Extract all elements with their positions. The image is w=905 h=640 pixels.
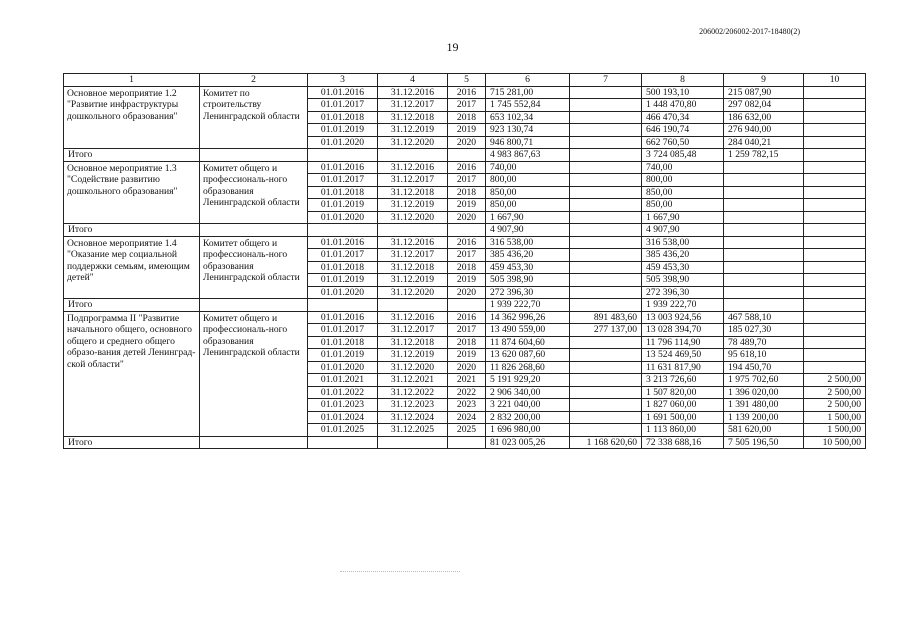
amount-federal — [570, 124, 642, 137]
start-date: 01.01.2018 — [308, 261, 378, 274]
amount-other — [804, 111, 866, 124]
start-date: 01.01.2016 — [308, 311, 378, 324]
total-row — [64, 436, 866, 449]
amount-total: 13 490 559,00 — [486, 324, 570, 337]
header-row — [64, 74, 866, 87]
funding-table — [63, 73, 866, 449]
amount-other — [804, 236, 866, 249]
amount-other: 2 500,00 — [804, 386, 866, 399]
scan-mark — [340, 571, 460, 572]
amount-local: 1 259 782,15 — [724, 149, 804, 162]
amount-federal — [570, 336, 642, 349]
amount-total: 1 696 980,00 — [486, 424, 570, 437]
amount-local — [724, 274, 804, 287]
amount-local: 581 620,00 — [724, 424, 804, 437]
amount-federal — [570, 186, 642, 199]
amount-regional: 466 470,34 — [642, 111, 724, 124]
amount-regional: 1 691 500,00 — [642, 411, 724, 424]
column-header: 6 — [486, 74, 570, 87]
amount-total: 715 281,00 — [486, 86, 570, 99]
year: 2017 — [448, 249, 486, 262]
amount-federal — [570, 261, 642, 274]
end-date: 31.12.2017 — [378, 324, 448, 337]
start-date: 01.01.2020 — [308, 136, 378, 149]
amount-federal: 277 137,00 — [570, 324, 642, 337]
amount-regional: 13 003 924,56 — [642, 311, 724, 324]
total-row — [64, 149, 866, 162]
amount-regional: 72 338 688,16 — [642, 436, 724, 449]
end-date: 31.12.2025 — [378, 424, 448, 437]
amount-regional: 1 448 470,80 — [642, 99, 724, 112]
amount-federal — [570, 374, 642, 387]
amount-local — [724, 224, 804, 237]
end-date: 31.12.2016 — [378, 161, 448, 174]
amount-local — [724, 249, 804, 262]
table-row — [64, 236, 866, 249]
empty-cell — [200, 224, 308, 237]
amount-total: 316 538,00 — [486, 236, 570, 249]
start-date: 01.01.2017 — [308, 324, 378, 337]
amount-other — [804, 124, 866, 137]
amount-local: 276 940,00 — [724, 124, 804, 137]
empty-cell — [200, 436, 308, 449]
total-row — [64, 224, 866, 237]
amount-regional: 316 538,00 — [642, 236, 724, 249]
total-label: Итого — [64, 436, 200, 449]
end-date: 31.12.2017 — [378, 99, 448, 112]
column-header: 3 — [308, 74, 378, 87]
empty-cell — [308, 149, 378, 162]
total-label: Итого — [64, 149, 200, 162]
amount-total: 272 396,30 — [486, 286, 570, 299]
amount-regional: 11 796 114,90 — [642, 336, 724, 349]
start-date: 01.01.2022 — [308, 386, 378, 399]
year: 2016 — [448, 161, 486, 174]
year: 2024 — [448, 411, 486, 424]
empty-cell — [308, 436, 378, 449]
amount-total: 3 221 040,00 — [486, 399, 570, 412]
end-date: 31.12.2019 — [378, 349, 448, 362]
amount-local — [724, 199, 804, 212]
amount-federal — [570, 174, 642, 187]
amount-total: 11 826 268,60 — [486, 361, 570, 374]
amount-local: 467 588,10 — [724, 311, 804, 324]
amount-regional: 385 436,20 — [642, 249, 724, 262]
amount-local — [724, 286, 804, 299]
amount-total: 740,00 — [486, 161, 570, 174]
amount-regional: 740,00 — [642, 161, 724, 174]
empty-cell — [308, 299, 378, 312]
empty-cell — [448, 224, 486, 237]
end-date: 31.12.2018 — [378, 111, 448, 124]
empty-cell — [200, 299, 308, 312]
year: 2018 — [448, 261, 486, 274]
column-header: 9 — [724, 74, 804, 87]
amount-other — [804, 286, 866, 299]
year: 2017 — [448, 324, 486, 337]
activity-name: Основное мероприятие 1.2 "Развитие инфраструктуры дошкольного образования" — [64, 86, 200, 149]
start-date: 01.01.2016 — [308, 236, 378, 249]
amount-other: 1 500,00 — [804, 424, 866, 437]
end-date: 31.12.2018 — [378, 186, 448, 199]
amount-regional: 4 907,90 — [642, 224, 724, 237]
end-date: 31.12.2019 — [378, 274, 448, 287]
amount-federal — [570, 349, 642, 362]
amount-regional: 662 760,50 — [642, 136, 724, 149]
amount-total: 385 436,20 — [486, 249, 570, 262]
amount-federal — [570, 249, 642, 262]
amount-local: 1 391 480,00 — [724, 399, 804, 412]
responsible-executor: Комитет общего и профессиональ-ного образования Ленинградской области — [200, 236, 308, 299]
table-row — [64, 86, 866, 99]
amount-total: 946 800,71 — [486, 136, 570, 149]
column-header: 5 — [448, 74, 486, 87]
amount-local: 215 087,90 — [724, 86, 804, 99]
amount-regional: 800,00 — [642, 174, 724, 187]
start-date: 01.01.2019 — [308, 199, 378, 212]
amount-federal — [570, 236, 642, 249]
amount-regional: 1 507 820,00 — [642, 386, 724, 399]
column-header: 8 — [642, 74, 724, 87]
amount-regional: 1 667,90 — [642, 211, 724, 224]
column-header: 2 — [200, 74, 308, 87]
start-date: 01.01.2025 — [308, 424, 378, 437]
amount-federal — [570, 86, 642, 99]
amount-regional: 3 213 726,60 — [642, 374, 724, 387]
end-date: 31.12.2023 — [378, 399, 448, 412]
empty-cell — [448, 299, 486, 312]
start-date: 01.01.2016 — [308, 161, 378, 174]
amount-local — [724, 299, 804, 312]
amount-local: 194 450,70 — [724, 361, 804, 374]
amount-total: 800,00 — [486, 174, 570, 187]
amount-regional: 1 827 060,00 — [642, 399, 724, 412]
end-date: 31.12.2016 — [378, 236, 448, 249]
empty-cell — [448, 149, 486, 162]
end-date: 31.12.2020 — [378, 211, 448, 224]
activity-name: Подпрограмма II "Развитие начального общего, основного общего и среднего общего образо-вания детей Ленинград-ской области" — [64, 311, 200, 436]
amount-total: 14 362 996,26 — [486, 311, 570, 324]
year: 2025 — [448, 424, 486, 437]
amount-local: 284 040,21 — [724, 136, 804, 149]
year: 2020 — [448, 211, 486, 224]
amount-other — [804, 86, 866, 99]
amount-other — [804, 199, 866, 212]
amount-federal — [570, 299, 642, 312]
amount-other — [804, 161, 866, 174]
year: 2022 — [448, 386, 486, 399]
amount-other: 2 500,00 — [804, 399, 866, 412]
empty-cell — [200, 149, 308, 162]
start-date: 01.01.2020 — [308, 286, 378, 299]
amount-federal — [570, 399, 642, 412]
end-date: 31.12.2019 — [378, 199, 448, 212]
amount-regional: 850,00 — [642, 186, 724, 199]
amount-local — [724, 186, 804, 199]
year: 2016 — [448, 311, 486, 324]
amount-other — [804, 336, 866, 349]
amount-regional: 850,00 — [642, 199, 724, 212]
year: 2017 — [448, 99, 486, 112]
end-date: 31.12.2021 — [378, 374, 448, 387]
amount-other — [804, 149, 866, 162]
table-row — [64, 161, 866, 174]
amount-local — [724, 211, 804, 224]
amount-other — [804, 361, 866, 374]
amount-federal — [570, 286, 642, 299]
amount-local: 95 618,10 — [724, 349, 804, 362]
amount-other — [804, 261, 866, 274]
amount-local: 185 027,30 — [724, 324, 804, 337]
amount-total: 653 102,34 — [486, 111, 570, 124]
amount-local — [724, 174, 804, 187]
amount-total: 1 939 222,70 — [486, 299, 570, 312]
amount-regional: 505 398,90 — [642, 274, 724, 287]
amount-other — [804, 186, 866, 199]
amount-federal — [570, 99, 642, 112]
amount-local: 1 975 702,60 — [724, 374, 804, 387]
responsible-executor: Комитет общего и профессиональ-ного образования Ленинградской области — [200, 161, 308, 224]
amount-other — [804, 311, 866, 324]
amount-total: 850,00 — [486, 199, 570, 212]
start-date: 01.01.2021 — [308, 374, 378, 387]
end-date: 31.12.2024 — [378, 411, 448, 424]
amount-regional: 3 724 085,48 — [642, 149, 724, 162]
start-date: 01.01.2018 — [308, 111, 378, 124]
empty-cell — [378, 224, 448, 237]
amount-total: 11 874 604,60 — [486, 336, 570, 349]
amount-other — [804, 324, 866, 337]
column-header: 7 — [570, 74, 642, 87]
empty-cell — [378, 149, 448, 162]
year: 2020 — [448, 361, 486, 374]
end-date: 31.12.2016 — [378, 311, 448, 324]
start-date: 01.01.2019 — [308, 124, 378, 137]
end-date: 31.12.2018 — [378, 261, 448, 274]
amount-other: 10 500,00 — [804, 436, 866, 449]
amount-local: 1 139 200,00 — [724, 411, 804, 424]
end-date: 31.12.2020 — [378, 286, 448, 299]
start-date: 01.01.2020 — [308, 361, 378, 374]
amount-federal — [570, 386, 642, 399]
amount-regional: 646 190,74 — [642, 124, 724, 137]
amount-federal — [570, 149, 642, 162]
end-date: 31.12.2022 — [378, 386, 448, 399]
amount-federal — [570, 224, 642, 237]
year: 2016 — [448, 236, 486, 249]
amount-other — [804, 299, 866, 312]
year: 2020 — [448, 286, 486, 299]
table-row — [64, 311, 866, 324]
amount-federal — [570, 361, 642, 374]
year: 2019 — [448, 349, 486, 362]
amount-total: 1 667,90 — [486, 211, 570, 224]
amount-total: 5 191 929,20 — [486, 374, 570, 387]
empty-cell — [308, 224, 378, 237]
amount-total: 1 745 552,84 — [486, 99, 570, 112]
end-date: 31.12.2020 — [378, 136, 448, 149]
amount-total: 2 832 200,00 — [486, 411, 570, 424]
document-id: 206002/206002-2017-18480(2) — [699, 27, 800, 36]
amount-regional: 500 193,10 — [642, 86, 724, 99]
start-date: 01.01.2023 — [308, 399, 378, 412]
amount-local: 297 082,04 — [724, 99, 804, 112]
year: 2017 — [448, 174, 486, 187]
start-date: 01.01.2024 — [308, 411, 378, 424]
start-date: 01.01.2019 — [308, 274, 378, 287]
amount-other — [804, 274, 866, 287]
amount-federal — [570, 411, 642, 424]
amount-regional: 272 396,30 — [642, 286, 724, 299]
amount-total: 923 130,74 — [486, 124, 570, 137]
amount-total: 2 906 340,00 — [486, 386, 570, 399]
amount-regional: 1 113 860,00 — [642, 424, 724, 437]
end-date: 31.12.2019 — [378, 124, 448, 137]
end-date: 31.12.2020 — [378, 361, 448, 374]
amount-total: 13 620 087,60 — [486, 349, 570, 362]
amount-other: 1 500,00 — [804, 411, 866, 424]
end-date: 31.12.2017 — [378, 249, 448, 262]
amount-other: 2 500,00 — [804, 374, 866, 387]
amount-local — [724, 236, 804, 249]
amount-federal — [570, 136, 642, 149]
column-header: 4 — [378, 74, 448, 87]
amount-total: 459 453,30 — [486, 261, 570, 274]
end-date: 31.12.2017 — [378, 174, 448, 187]
year: 2023 — [448, 399, 486, 412]
amount-total: 850,00 — [486, 186, 570, 199]
amount-total: 4 907,90 — [486, 224, 570, 237]
empty-cell — [378, 436, 448, 449]
amount-regional: 11 631 817,90 — [642, 361, 724, 374]
page-number: 19 — [446, 40, 459, 54]
end-date: 31.12.2018 — [378, 336, 448, 349]
amount-regional: 459 453,30 — [642, 261, 724, 274]
amount-total: 505 398,90 — [486, 274, 570, 287]
amount-regional: 13 028 394,70 — [642, 324, 724, 337]
year: 2016 — [448, 86, 486, 99]
empty-cell — [448, 436, 486, 449]
amount-federal: 891 483,60 — [570, 311, 642, 324]
amount-other — [804, 136, 866, 149]
end-date: 31.12.2016 — [378, 86, 448, 99]
amount-federal: 1 168 620,60 — [570, 436, 642, 449]
start-date: 01.01.2017 — [308, 99, 378, 112]
amount-regional: 13 524 469,50 — [642, 349, 724, 362]
year: 2020 — [448, 136, 486, 149]
activity-name: Основное мероприятие 1.3 "Содействие развитию дошкольного образования" — [64, 161, 200, 224]
column-header: 10 — [804, 74, 866, 87]
column-header: 1 — [64, 74, 200, 87]
responsible-executor: Комитет общего и профессиональ-ного образования Ленинградской области — [200, 311, 308, 436]
start-date: 01.01.2020 — [308, 211, 378, 224]
amount-federal — [570, 211, 642, 224]
amount-federal — [570, 161, 642, 174]
amount-local: 78 489,70 — [724, 336, 804, 349]
amount-federal — [570, 111, 642, 124]
year: 2018 — [448, 336, 486, 349]
start-date: 01.01.2018 — [308, 186, 378, 199]
amount-federal — [570, 199, 642, 212]
amount-local — [724, 261, 804, 274]
amount-local: 1 396 020,00 — [724, 386, 804, 399]
year: 2019 — [448, 274, 486, 287]
start-date: 01.01.2017 — [308, 174, 378, 187]
amount-total: 4 983 867,63 — [486, 149, 570, 162]
total-label: Итого — [64, 224, 200, 237]
amount-other — [804, 99, 866, 112]
amount-local — [724, 161, 804, 174]
year: 2018 — [448, 111, 486, 124]
amount-other — [804, 349, 866, 362]
start-date: 01.01.2018 — [308, 336, 378, 349]
total-label: Итого — [64, 299, 200, 312]
start-date: 01.01.2017 — [308, 249, 378, 262]
amount-federal — [570, 424, 642, 437]
amount-other — [804, 174, 866, 187]
year: 2018 — [448, 186, 486, 199]
empty-cell — [378, 299, 448, 312]
start-date: 01.01.2016 — [308, 86, 378, 99]
amount-local: 7 505 196,50 — [724, 436, 804, 449]
activity-name: Основное мероприятие 1.4 "Оказание мер социальной поддержки семьям, имеющим детей" — [64, 236, 200, 299]
responsible-executor: Комитет по строительству Ленинградской области — [200, 86, 308, 149]
amount-other — [804, 224, 866, 237]
year: 2019 — [448, 124, 486, 137]
start-date: 01.01.2019 — [308, 349, 378, 362]
year: 2021 — [448, 374, 486, 387]
amount-other — [804, 249, 866, 262]
amount-regional: 1 939 222,70 — [642, 299, 724, 312]
amount-other — [804, 211, 866, 224]
amount-federal — [570, 274, 642, 287]
year: 2019 — [448, 199, 486, 212]
amount-local: 186 632,00 — [724, 111, 804, 124]
amount-total: 81 023 005,26 — [486, 436, 570, 449]
total-row — [64, 299, 866, 312]
